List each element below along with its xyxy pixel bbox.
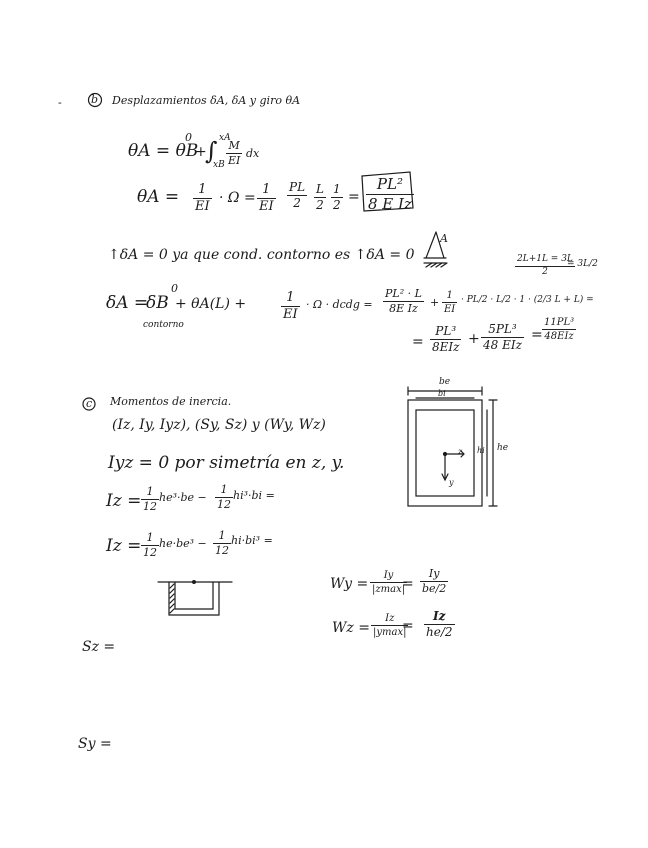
eq3-vb-note: contorno bbox=[143, 320, 184, 330]
boundary-condition-note: ↑δA = 0 ya que cond. contorno es ↑δA = 0 bbox=[108, 247, 415, 263]
iz-term-2: hi³·bi = bbox=[233, 489, 275, 502]
eq2-f2-den: EI bbox=[259, 199, 274, 215]
eq3-mid: + θA(L) + bbox=[175, 296, 247, 312]
eq4-plus: + bbox=[468, 331, 480, 347]
wy-f2-den: be/2 bbox=[422, 582, 447, 596]
side-note-den: 2 bbox=[542, 266, 548, 277]
eq2-f3-num: PL bbox=[287, 181, 307, 196]
eq2-result-num: PL² bbox=[366, 176, 414, 195]
support-label: A bbox=[440, 232, 448, 245]
eq3-f2-den: 8E Iz bbox=[389, 302, 418, 316]
section-c-heading: Momentos de inercia. bbox=[110, 395, 232, 408]
diagram-label-hi: hi bbox=[477, 446, 485, 455]
eq2-f4-num: L bbox=[314, 183, 326, 198]
eq4-fraction-1 bbox=[430, 325, 461, 354]
eq1-frac-den: EI bbox=[228, 154, 241, 168]
eq2-fraction-2 bbox=[257, 183, 276, 215]
partial-section-sketch bbox=[158, 581, 232, 615]
side-note-rhs: = 3L/2 bbox=[567, 259, 598, 269]
eq1-fraction bbox=[226, 140, 242, 167]
section-c-marker: c bbox=[86, 397, 93, 410]
wz-f1-den: |ymax| bbox=[373, 627, 407, 638]
iy-term-1: he·be³ − bbox=[159, 537, 207, 550]
eq3-vb-sup: 0 bbox=[171, 282, 178, 295]
eq1-integral: ∫ bbox=[205, 137, 218, 165]
eq3-lhs: δA = bbox=[106, 293, 149, 313]
eq2-fraction-3 bbox=[287, 181, 307, 210]
eq4-equals: = bbox=[412, 334, 424, 350]
eq4-f1-den: 8EIz bbox=[432, 340, 460, 355]
iz-f1-den: 12 bbox=[143, 500, 157, 514]
iy-f2-den: 12 bbox=[215, 544, 229, 558]
diagram-label-bi: bi bbox=[438, 389, 446, 398]
wy-equals: = bbox=[402, 576, 414, 592]
eq3-f3-num: 1 bbox=[442, 290, 457, 303]
eq3-mid2: · Ω · dcdg = bbox=[306, 298, 373, 311]
bullet-mark: - bbox=[58, 96, 62, 109]
eq3-f3-den: EI bbox=[444, 304, 456, 315]
iy-fraction-1 bbox=[141, 532, 159, 559]
eq3-f1-num: 1 bbox=[281, 291, 300, 307]
eq1-dx: dx bbox=[246, 147, 260, 160]
diagram-axis-y: y bbox=[449, 478, 454, 487]
eq3-fraction-3 bbox=[442, 290, 457, 315]
iy-term-2: hi·bi³ = bbox=[231, 534, 273, 547]
side-note-num: 2L+1L = 3L bbox=[515, 255, 575, 267]
eq4-fraction-2 bbox=[481, 323, 524, 352]
eq2-f5-num: 1 bbox=[331, 183, 343, 198]
eq4-f3-den: 48EIz bbox=[544, 331, 574, 342]
iz-f1-num: 1 bbox=[141, 486, 159, 500]
eq1-frac-num: M bbox=[226, 140, 242, 154]
eq2-result-den: 8 E Iz bbox=[368, 194, 412, 213]
iy-f2-num: 1 bbox=[213, 530, 231, 544]
iy-lhs: Iz = bbox=[106, 536, 142, 556]
diagram-label-be: be bbox=[439, 377, 451, 387]
eq3-fraction-2 bbox=[383, 288, 424, 315]
eq2-f3-den: 2 bbox=[293, 196, 301, 211]
wy-fraction-2 bbox=[420, 568, 448, 595]
eq3-tail: · PL/2 · L/2 · 1 · (2/3 L + L) = bbox=[461, 295, 594, 305]
eq3-f2-num: PL² · L bbox=[383, 288, 424, 302]
wz-f2-den: he/2 bbox=[426, 625, 453, 640]
eq2-fraction-4 bbox=[314, 183, 326, 212]
section-b-heading: Desplazamientos δA, δA y giro θA bbox=[112, 94, 301, 107]
wy-f1-den: |zmax| bbox=[372, 584, 406, 595]
eq2-f1-num: 1 bbox=[193, 183, 212, 199]
sy-label: Sy = bbox=[78, 736, 112, 752]
eq4-f2-den: 48 EIz bbox=[483, 338, 522, 353]
wz-f2-num: Iz bbox=[424, 610, 455, 625]
eq4-f1-num: PL³ bbox=[430, 325, 461, 340]
wy-f2-num: Iy bbox=[420, 568, 448, 582]
wy-f1-num: Iy bbox=[370, 570, 407, 583]
side-note bbox=[515, 255, 575, 278]
eq2-f4-den: 2 bbox=[316, 198, 324, 213]
sz-label: Sz = bbox=[82, 639, 116, 655]
section-b-marker: b bbox=[91, 93, 99, 106]
wz-fraction-2 bbox=[424, 610, 455, 639]
eq3-vb: δB bbox=[146, 293, 169, 313]
eq1-int-upper: xA bbox=[219, 133, 231, 143]
iz-fraction-1 bbox=[141, 486, 159, 513]
eq2-f1-den: EI bbox=[195, 199, 210, 215]
eq2-f2-num: 1 bbox=[257, 183, 276, 199]
iz-lhs: Iz = bbox=[106, 491, 142, 511]
wz-lhs: Wz = bbox=[332, 620, 370, 636]
iy-f1-den: 12 bbox=[143, 546, 157, 560]
eq2-mid: · Ω = bbox=[219, 190, 256, 206]
iz-f2-num: 1 bbox=[215, 484, 233, 498]
eq3-f1-den: EI bbox=[283, 307, 298, 323]
iz-f2-den: 12 bbox=[217, 498, 231, 512]
eq3-fraction-1 bbox=[281, 291, 300, 323]
eq4-fraction-3 bbox=[542, 317, 576, 342]
iy-fraction-2 bbox=[213, 530, 231, 557]
eq4-equals-2: = bbox=[531, 327, 543, 343]
wy-lhs: Wy = bbox=[330, 576, 369, 592]
eq4-f3-num: 11PL³ bbox=[544, 317, 575, 328]
eq2-lhs: θA = bbox=[137, 187, 180, 207]
eq2-fraction-5 bbox=[331, 183, 343, 212]
iyz-line: Iyz = 0 por simetría en z, y. bbox=[108, 453, 345, 473]
iz-term-1: he³·be − bbox=[159, 491, 207, 504]
iz-fraction-2 bbox=[215, 484, 233, 511]
diagram-label-he: he bbox=[497, 443, 509, 453]
inertia-list: (Iz, Iy, Iyz), (Sy, Sz) y (Wy, Wz) bbox=[112, 417, 326, 433]
eq1-plus: + bbox=[195, 144, 207, 160]
eq3-plus: + bbox=[430, 296, 440, 309]
iy-f1-num: 1 bbox=[141, 532, 159, 546]
wz-equals: = bbox=[402, 618, 414, 634]
eq2-fraction-1 bbox=[193, 183, 212, 215]
eq1-int-lower: xB bbox=[213, 160, 225, 170]
eq4-f2-num: 5PL³ bbox=[481, 323, 524, 338]
diagram-axis-z: z bbox=[458, 447, 463, 456]
eq2-result bbox=[366, 176, 414, 212]
eq1-superscript: 0 bbox=[185, 131, 192, 144]
eq2-f5-den: 2 bbox=[333, 198, 341, 213]
wz-f1-num: Iz bbox=[371, 613, 408, 626]
eq2-equals: = bbox=[348, 189, 360, 205]
eq1-lhs: θA = θB bbox=[128, 141, 199, 161]
